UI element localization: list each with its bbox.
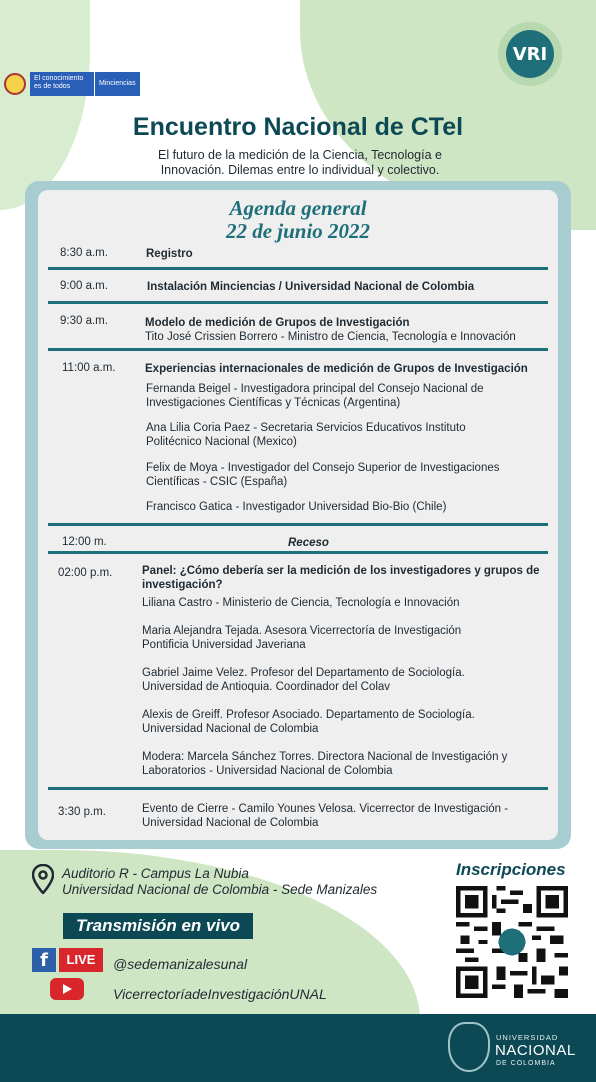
- agenda-time: 9:30 a.m.: [60, 315, 108, 327]
- agenda-speaker: Modera: Marcela Sánchez Torres. Directora Nacional de Investigación y: [142, 751, 508, 763]
- agenda-speaker: Tito José Crissien Borrero - Ministro de Ciencia, Tecnología e Innovación: [145, 331, 516, 343]
- agenda-heading: Agenda general: [229, 196, 367, 220]
- gov-logo: [4, 72, 140, 96]
- agenda-speaker: Universidad de Antioquia. Coordinador del Colav: [142, 681, 391, 693]
- agenda-speaker: Gabriel Jaime Velez. Profesor del Departamento de Sociología.: [142, 667, 465, 679]
- live-badge: LIVE: [59, 948, 103, 972]
- location-line-1: Auditorio R - Campus La Nubia: [62, 866, 249, 881]
- agenda-title: Modelo de medición de Grupos de Investigación: [145, 317, 410, 329]
- agenda-speaker: Francisco Gatica - Investigador Universidad Bio-Bio (Chile): [146, 501, 447, 513]
- agenda-speaker: Científicas - CSIC (España): [146, 476, 288, 488]
- page-title: Encuentro Nacional de CTel: [132, 113, 464, 141]
- agenda-time: 02:00 p.m.: [58, 567, 113, 579]
- vri-label: VRI: [506, 30, 554, 78]
- agenda-title: Instalación Minciencias / Universidad Nacional de Colombia: [147, 281, 475, 293]
- agenda-speaker: Alexis de Greiff. Profesor Asociado. Departamento de Sociología.: [142, 709, 475, 721]
- agenda-divider: [48, 348, 548, 351]
- agenda-divider: [48, 267, 548, 270]
- agenda-speaker: Investigaciones Científicas y Técnicas (Argentina): [146, 397, 401, 409]
- agenda-date: 22 de junio 2022: [225, 219, 371, 243]
- agenda-divider: [48, 551, 548, 554]
- agenda-title: Receso: [288, 537, 329, 549]
- youtube-play-icon: [63, 984, 72, 994]
- location-pin-icon: [32, 864, 54, 894]
- university-seal-icon: [448, 1022, 490, 1072]
- page-subtitle: El futuro de la medición de la Ciencia, Tecnología e Innovación. Dilemas entre lo individual y colectivo.: [158, 148, 442, 177]
- agenda-speaker: Pontificia Universidad Javeriana: [142, 639, 306, 651]
- minciencias-label: Minciencias: [94, 72, 140, 96]
- agenda-time: 3:30 p.m.: [58, 806, 106, 818]
- agenda-divider: [48, 787, 548, 790]
- gov-slogan: El conocimiento es de todos: [30, 72, 94, 96]
- decorative-shape-left: [0, 0, 90, 210]
- agenda-time: 9:00 a.m.: [60, 280, 108, 292]
- colombia-seal-icon: [4, 73, 26, 95]
- agenda-speaker: Maria Alejandra Tejada. Asesora Vicerrectoría de Investigación: [142, 625, 462, 637]
- university-name-line-2: NACIONAL: [495, 1042, 576, 1059]
- university-name-line-3: DE COLOMBIA: [496, 1060, 556, 1067]
- location-line-2: Universidad Nacional de Colombia - Sede Manizales: [62, 882, 378, 897]
- agenda-time: 8:30 a.m.: [60, 247, 108, 259]
- agenda-speaker: Ana Lilia Coria Paez - Secretaria Servicios Educativos Instituto: [146, 422, 466, 434]
- agenda-speaker: Felix de Moya - Investigador del Consejo Superior de Investigaciones: [146, 462, 500, 474]
- agenda-divider: [48, 523, 548, 526]
- agenda-speaker: Evento de Cierre - Camilo Younes Velosa. Vicerrector de Investigación -: [142, 803, 509, 815]
- agenda-time: 12:00 m.: [62, 536, 107, 548]
- agenda-speaker: Politécnico Nacional (Mexico): [146, 436, 297, 448]
- agenda-time: 11:00 a.m.: [62, 362, 116, 374]
- inscripciones-heading: Inscripciones: [456, 860, 566, 879]
- agenda-title: Experiencias internacionales de medición de Grupos de Investigación: [145, 363, 528, 375]
- agenda-speaker: Universidad Nacional de Colombia: [142, 817, 319, 829]
- facebook-icon[interactable]: f: [32, 948, 56, 972]
- agenda-title-continued: investigación?: [142, 579, 223, 591]
- agenda-speaker: Universidad Nacional de Colombia: [142, 723, 319, 735]
- stream-label: Transmisión en vivo: [63, 913, 253, 939]
- youtube-handle[interactable]: VicerrectoríadeInvestigaciónUNAL: [113, 986, 327, 1002]
- agenda-title: Registro: [146, 248, 193, 260]
- agenda-speaker: Fernanda Beigel - Investigadora principal del Consejo Nacional de: [146, 383, 484, 395]
- university-name-line-1: UNIVERSIDAD: [496, 1033, 559, 1042]
- agenda-divider: [48, 301, 548, 304]
- vri-logo: [498, 22, 562, 86]
- facebook-handle[interactable]: @sedemanizalesunal: [113, 956, 248, 972]
- agenda-speaker: Laboratorios - Universidad Nacional de Colombia: [142, 765, 393, 777]
- qr-code-icon[interactable]: [456, 886, 568, 998]
- agenda-speaker: Liliana Castro - Ministerio de Ciencia, Tecnología e Innovación: [142, 597, 460, 609]
- agenda-title: Panel: ¿Cómo debería ser la medición de los investigadores y grupos de: [142, 565, 540, 577]
